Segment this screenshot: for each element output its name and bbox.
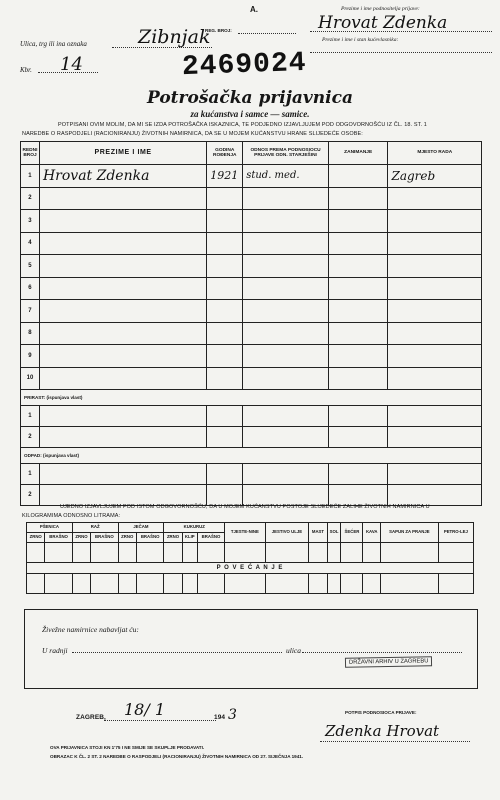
applicant-name-value: Hrovat Zdenka: [318, 13, 448, 33]
table-row: [21, 427, 482, 448]
member-occupation: [328, 232, 388, 255]
row-number: 3: [21, 210, 40, 233]
stock-item-header: PETRO-LEJ: [438, 523, 473, 543]
row-number: 4: [21, 232, 40, 255]
intro-line-2: NAREDBE O RASPODJELI (RACIONIRANJU) ŽIVOTNIH NAMIRNICA, DA SE U MOJEM KUĆANSTVU HRANE SLIJEDEĆE OSOBE:: [22, 131, 363, 137]
procurement-label: Živežne namirnice nabavljat ću:: [42, 625, 139, 634]
member-workplace: [388, 255, 482, 278]
stock-value-cell: [164, 574, 182, 594]
member-occupation: [328, 345, 388, 368]
street-value: Zibnjak: [138, 26, 211, 48]
decrease-rows: [21, 464, 482, 506]
member-birth-year: [207, 232, 243, 255]
stock-sub-header: ZRNO: [164, 533, 182, 543]
stock-value-cell: [327, 574, 341, 594]
stock-value-cell: [363, 574, 381, 594]
table-row: [21, 367, 482, 390]
member-occupation: [328, 210, 388, 233]
member-birth-year: [207, 210, 243, 233]
row-number: 2: [21, 187, 40, 210]
stock-value-cell: [27, 574, 45, 594]
stock-value-cell: [136, 574, 163, 594]
member-name: Hrovat Zdenka: [39, 165, 206, 188]
member-workplace: [388, 187, 482, 210]
member-name: [39, 255, 206, 278]
stock-value-cell: [438, 543, 473, 563]
stock-value-cell: [380, 574, 438, 594]
table-row: [21, 406, 482, 427]
member-relation: [243, 345, 329, 368]
member-name: [39, 300, 206, 323]
stock-value-cell: [72, 574, 90, 594]
member-relation: stud. med.: [243, 165, 329, 188]
member-workplace: Zagreb: [388, 165, 482, 188]
reg-number-label: REG. BROJ:: [205, 28, 232, 33]
household-members-table: [20, 141, 482, 506]
stock-value-cell: [327, 543, 341, 563]
member-name: [39, 187, 206, 210]
table-row: [21, 485, 482, 506]
stock-table: [26, 522, 474, 594]
date-value: 18/ 1: [124, 700, 166, 719]
table-row: [21, 345, 482, 368]
stock-value-cell: [27, 543, 45, 563]
stock-value-cell: [91, 543, 118, 563]
empty-cell: [243, 485, 329, 506]
member-name: [39, 322, 206, 345]
stock-value-cell: [182, 574, 197, 594]
member-birth-year: [207, 345, 243, 368]
signature-label: POTPIS PODNOSIOCA PRIJAVE:: [345, 710, 417, 715]
empty-cell: [39, 464, 206, 485]
row-number: 10: [21, 367, 40, 390]
row-number: 7: [21, 300, 40, 323]
stock-sub-header: ZRNO: [118, 533, 136, 543]
member-birth-year: [207, 322, 243, 345]
empty-cell: [388, 464, 482, 485]
stock-value-cell: [182, 543, 197, 563]
header-ordinal: REDNI BROJ: [21, 142, 40, 165]
stock-value-cell: [438, 574, 473, 594]
member-name: [39, 367, 206, 390]
empty-cell: [328, 485, 388, 506]
stock-value-cell: [45, 543, 72, 563]
member-workplace: [388, 367, 482, 390]
table-row: [21, 277, 482, 300]
table-row: [21, 300, 482, 323]
year-suffix: 3: [228, 707, 237, 723]
growth-section-label: PRIRAST: (ispunjava vlast): [21, 390, 482, 406]
empty-cell: [243, 464, 329, 485]
member-occupation: [328, 322, 388, 345]
procurement-box: [24, 609, 478, 689]
row-number: 9: [21, 345, 40, 368]
table-row: [21, 210, 482, 233]
member-relation: [243, 322, 329, 345]
table-row: [21, 187, 482, 210]
shop-label: U radnji: [42, 646, 68, 655]
stock-value-cell: [45, 574, 72, 594]
stock-sub-header: BRAŠNO: [45, 533, 72, 543]
table-row: [21, 322, 482, 345]
member-workplace: [388, 345, 482, 368]
member-occupation: [328, 300, 388, 323]
empty-cell: [388, 485, 482, 506]
row-number: 1: [21, 406, 40, 427]
house-number-label: Kbr.: [20, 66, 32, 74]
stock-value-cell: [265, 543, 309, 563]
empty-cell: [39, 406, 206, 427]
stock-value-cell: [197, 574, 224, 594]
member-workplace: [388, 322, 482, 345]
stock-value-cell: [118, 574, 136, 594]
price-note: OVA PRIJAVNICA STOJI KN 1'75 I NE SMIJE SE SKUPLJE PRODAVATI.: [50, 745, 205, 750]
stock-value-cell: [341, 574, 363, 594]
increase-label: P O V E Ć A N J E: [27, 563, 474, 574]
street-label: Ulica, trg ili ina oznaka: [20, 40, 87, 48]
stock-item-header: JESTIVO ULJE: [265, 523, 309, 543]
stock-value-cell: [363, 543, 381, 563]
person-rows: [21, 165, 482, 390]
row-number: 2: [21, 427, 40, 448]
signature-value: Zdenka Hrovat: [325, 722, 440, 740]
row-number: 5: [21, 255, 40, 278]
stock-value-cell: [197, 543, 224, 563]
stock-group-header: KUKURUZ: [164, 523, 225, 533]
stock-sub-header: BRAŠNO: [197, 533, 224, 543]
header-name: PREZIME I IME: [39, 142, 206, 165]
stock-value-cell: [91, 574, 118, 594]
empty-cell: [39, 485, 206, 506]
header-relation: ODNOS PREMA PODNOSIOCU PRIJAVE ODN. STARJEŠINI: [243, 142, 329, 165]
table-row: [21, 255, 482, 278]
empty-cell: [328, 427, 388, 448]
table-row: [21, 232, 482, 255]
stock-sub-header: ZRNO: [72, 533, 90, 543]
member-relation: [243, 232, 329, 255]
stock-value-cell: [309, 543, 327, 563]
stock-item-header: MAST: [309, 523, 327, 543]
empty-cell: [207, 464, 243, 485]
member-birth-year: 1921: [207, 165, 243, 188]
member-birth-year: [207, 367, 243, 390]
row-number: 1: [21, 464, 40, 485]
member-occupation: [328, 187, 388, 210]
empty-cell: [39, 427, 206, 448]
table-row: [21, 464, 482, 485]
decrease-section-label: ODPAD: (ispunjava vlast): [21, 448, 482, 464]
member-name: [39, 277, 206, 300]
member-birth-year: [207, 187, 243, 210]
stock-value-cell: [309, 574, 327, 594]
header-occupation: ZANIMANJE: [328, 142, 388, 165]
growth-rows: [21, 406, 482, 448]
member-birth-year: [207, 255, 243, 278]
member-workplace: [388, 300, 482, 323]
table-row: [21, 165, 482, 188]
year-prefix: 194: [214, 714, 226, 721]
intro-line-1: POTPISANI OVIM MOLIM, DA MI SE IZDA POTROŠAČKA ISKAZNICA, TE PODJEDNO IZJAVLJUJEM POD ODGOVORNOŠĆU IZ ČL. 18. ST. 1: [58, 122, 427, 128]
member-birth-year: [207, 277, 243, 300]
member-name: [39, 210, 206, 233]
row-number: 2: [21, 485, 40, 506]
stock-group-header: RAŽ: [72, 523, 118, 533]
form-title: Potrošačka prijavnica: [147, 88, 353, 108]
member-occupation: [328, 165, 388, 188]
member-birth-year: [207, 300, 243, 323]
stock-item-header: SAPUN ZA PRANJE: [380, 523, 438, 543]
member-name: [39, 232, 206, 255]
member-relation: [243, 277, 329, 300]
member-workplace: [388, 232, 482, 255]
stock-sub-header: ZRNO: [27, 533, 45, 543]
house-number-value: 14: [60, 54, 83, 75]
stock-item-header: KAVA: [363, 523, 381, 543]
member-relation: [243, 187, 329, 210]
member-relation: [243, 367, 329, 390]
empty-cell: [207, 406, 243, 427]
landlord-label: Prezime i ime i stan kućevlasnika:: [322, 37, 399, 43]
member-workplace: [388, 210, 482, 233]
member-name: [39, 345, 206, 368]
member-relation: [243, 255, 329, 278]
header-birth-year: GODINA ROĐENJA: [207, 142, 243, 165]
empty-cell: [388, 406, 482, 427]
stock-value-cell: [164, 543, 182, 563]
stock-item-header: ŠEĆER: [341, 523, 363, 543]
stock-value-cell: [72, 543, 90, 563]
member-occupation: [328, 255, 388, 278]
member-occupation: [328, 367, 388, 390]
stock-value-cell: [380, 543, 438, 563]
archive-stamp: DRŽAVNI ARHIV U ZAGREBU: [345, 656, 433, 668]
stock-group-header: JEČAM: [118, 523, 164, 533]
empty-cell: [328, 406, 388, 427]
stock-item-header: SOL: [327, 523, 341, 543]
form-letter: A.: [250, 5, 258, 14]
stock-value-cell: [265, 574, 309, 594]
row-number: 8: [21, 322, 40, 345]
stock-value-cell: [225, 543, 265, 563]
row-number: 1: [21, 165, 40, 188]
member-workplace: [388, 277, 482, 300]
stock-value-cell: [118, 543, 136, 563]
member-relation: [243, 210, 329, 233]
row-number: 6: [21, 277, 40, 300]
stock-sub-header: BRAŠNO: [91, 533, 118, 543]
shop-street-label: ulica: [286, 646, 301, 655]
empty-cell: [207, 427, 243, 448]
stock-intro-line-1: UJEDNO IZJAVLJUJEM POD ISTOM ODGOVORNOŠĆU, DA U MOJEM KUĆANSTVU POSTOJE SLIJEDEĆE ZALIHE ŽIVOTNIH NAMIRNICA U: [60, 504, 430, 510]
header-workplace: MJESTO RADA: [388, 142, 482, 165]
member-relation: [243, 300, 329, 323]
stock-value-cell: [341, 543, 363, 563]
empty-cell: [243, 406, 329, 427]
empty-cell: [328, 464, 388, 485]
stock-group-header: PŠENICA: [27, 523, 73, 533]
stock-sub-header: KLIP: [182, 533, 197, 543]
applicant-name-label: Prezime i ime podnositelja prijave:: [341, 6, 420, 12]
stock-intro-line-2: KILOGRAMIMA ODNOSNO LITRAMA:: [22, 513, 121, 519]
stock-sub-header: BRAŠNO: [136, 533, 163, 543]
stock-value-cell: [225, 574, 265, 594]
member-occupation: [328, 277, 388, 300]
regulation-note: OBRAZAC K ČL. 2 ST. 2 NAREDBE O RASPODJELI (RACIONIRANJU) ŽIVOTNIH NAMIRNICA OD 27. SIJEČNJA 1941.: [50, 754, 304, 759]
serial-number-stamp: 2469024: [181, 47, 308, 84]
empty-cell: [207, 485, 243, 506]
form-subtitle: za kućanstva i samce — samice.: [190, 109, 310, 119]
empty-cell: [388, 427, 482, 448]
empty-cell: [243, 427, 329, 448]
place-label: ZAGREB,: [76, 714, 106, 721]
stock-item-header: TJESTE-NINE: [225, 523, 265, 543]
stock-value-cell: [136, 543, 163, 563]
